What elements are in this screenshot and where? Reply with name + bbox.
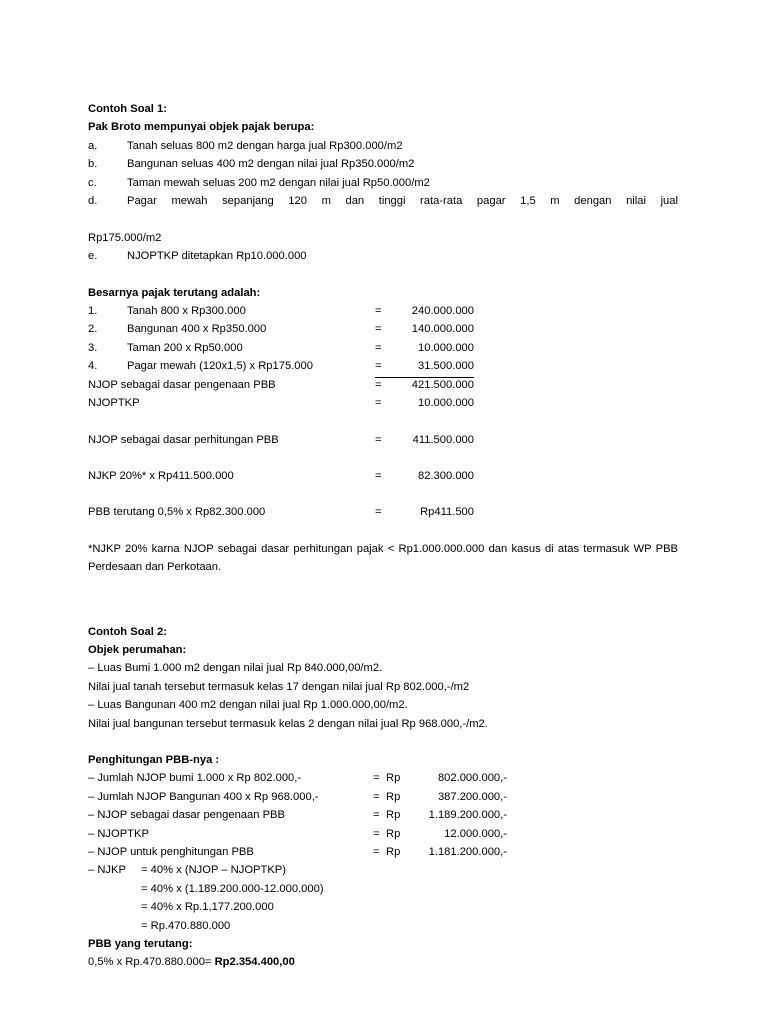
list-text: Pagar mewah sepanjang 120 m dan tinggi rata-rata pagar 1,5 m dengan nilai jual bbox=[127, 195, 678, 208]
section2-pbb-heading: PBB yang terutang: bbox=[88, 938, 193, 951]
calc-equals: = bbox=[375, 305, 382, 318]
njkp-expression: = 40% x (NJOP – NJOPTKP) bbox=[141, 864, 286, 877]
section2-heading: Contoh Soal 2: bbox=[88, 625, 167, 638]
list-item bbox=[88, 174, 678, 192]
section2-pbb-final bbox=[88, 953, 678, 971]
calc-value-group bbox=[375, 503, 474, 521]
calc-row bbox=[88, 302, 678, 320]
calc-equals: = bbox=[373, 790, 380, 803]
section1-heading: Contoh Soal 1: bbox=[88, 103, 167, 115]
calc-equals: = bbox=[375, 506, 382, 519]
calc-label: – Jumlah NJOP bumi 1.000 x Rp 802.000,- bbox=[88, 772, 302, 785]
calc-equals: = bbox=[373, 772, 380, 785]
calc-label: Tanah 800 x Rp300.000 bbox=[127, 305, 246, 318]
list-text-continuation: Rp175.000/m2 bbox=[88, 231, 162, 244]
calc-value: 140.000.000 bbox=[411, 323, 474, 336]
section2-line: Nilai jual bangunan tersebut termasuk kelas 2 dengan nilai jual Rp 968.000,-/m2. bbox=[88, 717, 488, 730]
calc-value: 1.181.200.000,- bbox=[428, 846, 507, 858]
calc-value: 240.000.000 bbox=[411, 305, 474, 318]
section1-calc-heading: Besarnya pajak terutang adalah: bbox=[88, 286, 261, 299]
calc-njkp-row bbox=[88, 467, 678, 485]
calc-currency: Rp bbox=[386, 827, 401, 840]
calc-value: 411.500.000 bbox=[412, 433, 474, 446]
list-marker: e. bbox=[88, 250, 98, 263]
calc-currency: Rp bbox=[386, 790, 401, 803]
spacer bbox=[88, 522, 678, 540]
calc-currency: Rp bbox=[386, 846, 401, 858]
calc-label: – NJOP sebagai dasar pengenaan PBB bbox=[88, 809, 285, 822]
calc-marker: 2. bbox=[88, 323, 98, 336]
calc-njop-perhitungan-row bbox=[88, 431, 678, 449]
calc-marker: 3. bbox=[88, 341, 98, 354]
calc-label: Taman 200 x Rp50.000 bbox=[127, 341, 243, 354]
njkp-step: = 40% x Rp.1,177.200.000 bbox=[141, 901, 274, 914]
calc-value: 82.300.000 bbox=[418, 469, 474, 482]
calc-pbb-terutang-row bbox=[88, 503, 678, 521]
njkp-step: = 40% x (1.189.200.000-12.000.000) bbox=[141, 882, 324, 895]
calc-label: NJOP sebagai dasar perhitungan PBB bbox=[88, 433, 279, 446]
calc-value: 802.000.000,- bbox=[437, 772, 507, 785]
calc-currency: Rp bbox=[386, 809, 401, 822]
calc-marker: 1. bbox=[88, 305, 98, 318]
list-marker: c. bbox=[88, 176, 97, 189]
calc-currency: Rp bbox=[386, 772, 401, 785]
calc-value: 10.000.000 bbox=[418, 341, 474, 354]
calc-equals: = bbox=[373, 809, 380, 822]
list-marker: b. bbox=[88, 158, 98, 171]
calc-equals: = bbox=[375, 469, 382, 482]
calc-equals: = bbox=[375, 397, 382, 410]
calc-equals: = bbox=[375, 323, 382, 336]
calc-value-group bbox=[375, 320, 474, 338]
list-text: Tanah seluas 800 m2 dengan harga jual Rp300.000/m2 bbox=[127, 139, 403, 152]
calc-marker: 4. bbox=[88, 360, 98, 373]
njkp-row bbox=[88, 861, 678, 879]
calc-row bbox=[88, 769, 678, 787]
list-text: NJOPTKP ditetapkan Rp10.000.000 bbox=[127, 250, 307, 263]
calc-equals: = bbox=[375, 360, 382, 373]
calc-value-group bbox=[373, 843, 507, 861]
list-text: Taman mewah seluas 200 m2 dengan nilai jual Rp50.000/m2 bbox=[127, 176, 430, 189]
section2-line: – Luas Bumi 1.000 m2 dengan nilai jual Rp 840.000,00/m2. bbox=[88, 662, 383, 675]
calc-row bbox=[88, 339, 678, 357]
section2-subheading: Objek perumahan: bbox=[88, 643, 187, 656]
calc-equals: = bbox=[373, 846, 380, 858]
calc-value: Rp411.500 bbox=[420, 506, 474, 519]
calc-value: 31.500.000 bbox=[418, 360, 474, 373]
calc-label: NJOPTKP bbox=[88, 397, 140, 410]
spacer bbox=[88, 485, 678, 503]
section1-footnote: *NJKP 20% karna NJOP sebagai dasar perhitungan pajak < Rp1.000.000.000 dan kasus di atas termasuk WP PBB Perdesaan dan Perkotaan. bbox=[88, 542, 682, 574]
calc-label: – NJOP untuk penghitungan PBB bbox=[88, 846, 254, 858]
document-content bbox=[88, 100, 682, 972]
calc-equals: = bbox=[373, 827, 380, 840]
calc-value-group bbox=[375, 302, 474, 320]
calc-label: – NJOPTKP bbox=[88, 827, 149, 840]
calc-value-group bbox=[373, 806, 507, 824]
calc-label: NJOP sebagai dasar pengenaan PBB bbox=[88, 378, 276, 391]
calc-row bbox=[88, 357, 678, 375]
pbb-final-value: Rp2.354.400,00 bbox=[214, 956, 295, 969]
calc-value-group bbox=[375, 376, 474, 394]
pbb-final-prefix: 0,5% x Rp.470.880.000= bbox=[88, 956, 215, 969]
njkp-step: = Rp.470.880.000 bbox=[141, 919, 231, 932]
list-marker: a. bbox=[88, 139, 98, 152]
calc-label: NJKP 20%* x Rp411.500.000 bbox=[88, 469, 234, 482]
calc-equals: = bbox=[375, 378, 382, 391]
calc-value-group bbox=[375, 357, 474, 377]
calc-label: – Jumlah NJOP Bangunan 400 x Rp 968.000,- bbox=[88, 790, 319, 803]
calc-row bbox=[88, 788, 678, 806]
calc-value-group bbox=[373, 769, 507, 787]
calc-value-group bbox=[373, 825, 507, 843]
list-marker: d. bbox=[88, 195, 98, 208]
calc-value-group bbox=[375, 431, 474, 449]
spacer bbox=[88, 733, 678, 751]
section2-line: Nilai jual tanah tersebut termasuk kelas 17 dengan nilai jual Rp 802.000,-/m2 bbox=[88, 680, 470, 693]
spacer bbox=[88, 413, 678, 431]
list-item bbox=[88, 247, 678, 265]
calc-label: PBB terutang 0,5% x Rp82.300.000 bbox=[88, 506, 266, 519]
calc-row bbox=[88, 806, 678, 824]
njkp-label: – NJKP bbox=[88, 864, 126, 877]
section-gap bbox=[88, 577, 678, 623]
calc-label: Pagar mewah (120x1,5) x Rp175.000 bbox=[127, 360, 313, 373]
calc-row bbox=[88, 843, 678, 861]
calc-value-group bbox=[375, 394, 474, 412]
section2-line: – Luas Bangunan 400 m2 dengan nilai jual Rp 1.000.000,00/m2. bbox=[88, 699, 408, 712]
list-item bbox=[88, 192, 678, 229]
calc-value: 1.189.200.000,- bbox=[428, 809, 507, 822]
list-text: Bangunan seluas 400 m2 dengan nilai jual Rp350.000/m2 bbox=[127, 158, 415, 171]
list-item bbox=[88, 137, 678, 155]
calc-row bbox=[88, 825, 678, 843]
calc-value-group bbox=[373, 788, 507, 806]
calc-label: Bangunan 400 x Rp350.000 bbox=[127, 323, 267, 336]
calc-summary-row bbox=[88, 376, 678, 394]
calc-value: 387.200.000,- bbox=[437, 790, 507, 803]
calc-value-group bbox=[375, 339, 474, 357]
calc-equals: = bbox=[375, 433, 382, 446]
spacer bbox=[88, 449, 678, 467]
calc-equals: = bbox=[375, 341, 382, 354]
list-item bbox=[88, 155, 678, 173]
section2-calc-heading: Penghitungan PBB-nya : bbox=[88, 753, 220, 766]
calc-row bbox=[88, 320, 678, 338]
calc-value: 10.000.000 bbox=[418, 397, 474, 410]
calc-value-group bbox=[375, 467, 474, 485]
spacer bbox=[88, 266, 678, 284]
calc-summary-row bbox=[88, 394, 678, 412]
calc-value: 421.500.000 bbox=[411, 378, 474, 391]
section1-intro: Pak Broto mempunyai objek pajak berupa: bbox=[88, 121, 315, 134]
calc-value: 12.000.000,- bbox=[444, 827, 507, 840]
